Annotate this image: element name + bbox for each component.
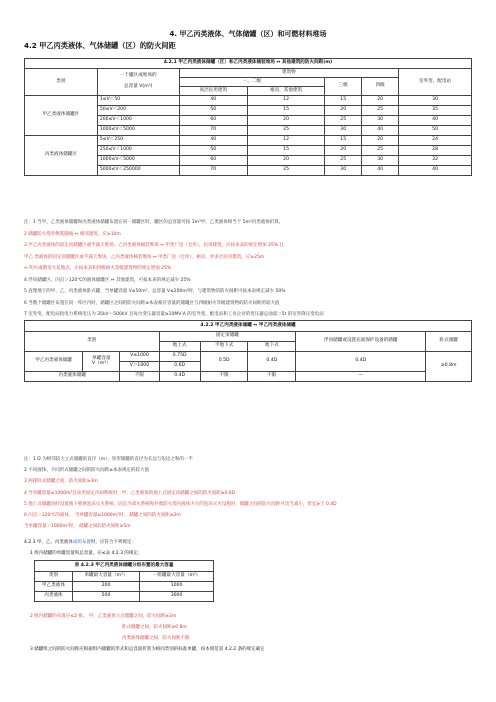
note-line: 7 室外变、配电站指电力系统电压为 35kV～500kV 且每台变压器容量≥10MV·A 的室外变、配电站和工业企业的变压器总油量＞5t 的室外降压变电站 bbox=[24, 312, 324, 317]
table-row bbox=[35, 592, 214, 602]
table-caption: 表 4.2.3 甲乙丙类液体储罐分组布置的最大容量 bbox=[35, 561, 214, 572]
table-caption: 4.2.2 甲乙丙类液体储罐 ↔ 甲乙丙类液体储罐 bbox=[25, 321, 472, 332]
cell: 70 bbox=[179, 126, 247, 136]
cell: 不限 bbox=[120, 372, 159, 382]
cell: 50 bbox=[399, 126, 472, 136]
header-civil: 裙房、其他建筑 bbox=[247, 87, 324, 96]
note-line: 3 两排卧式储罐之间，防火间距≥3m bbox=[24, 479, 98, 485]
table-4-2-3 bbox=[34, 560, 214, 602]
cell: 15 bbox=[325, 96, 362, 106]
cell: 25 bbox=[325, 116, 362, 126]
item-3: 3 储罐组之间的防火间距应根据组内储罐的形式和总容量折算为相同类别的标准单罐，按本规范第 4.2.2 条的规定确定 bbox=[30, 647, 265, 652]
note-line: 5 直埋地下的甲、乙、丙类液体卧式罐，当单罐容量 V≤50m³，总容量 V≤200m³时，与建筑物的防火间距可按本表规定减少 50% bbox=[24, 289, 286, 294]
cell: 20 bbox=[362, 136, 399, 146]
cell: 20 bbox=[247, 156, 324, 166]
cell: 70 bbox=[179, 166, 247, 176]
cell: 15 bbox=[325, 136, 362, 146]
cell: 0.6D bbox=[159, 362, 200, 372]
header-capacity: 一个罐区或堆场的 总容量 V(m³) bbox=[97, 69, 179, 96]
cell: 15 bbox=[247, 146, 324, 156]
cell: 20 bbox=[247, 116, 324, 126]
cell: 30 bbox=[325, 126, 362, 136]
cell: V＞1000 bbox=[120, 362, 159, 372]
header-level3: 三级 bbox=[325, 78, 362, 96]
cell: 20 bbox=[325, 106, 362, 116]
note-line: 注：1 D 为相邻较大立式储罐的直径（m），矩形储罐的直径为长边与短边之和的一半 bbox=[24, 457, 193, 462]
header-building: 建筑物 bbox=[179, 69, 399, 78]
cell: 250≤V＜1000 bbox=[97, 146, 179, 156]
item-1: 1 组内储罐的单罐容量和总容量，应≤表 4.2.3 的规定； bbox=[30, 551, 143, 556]
note-line: 4 当单罐容量≤1000m³且采用固定冷却系统时，甲、乙类液体的地上式固定顶储罐之间的防火间距≥0.6D bbox=[24, 490, 236, 496]
cell: 40 bbox=[362, 166, 399, 176]
header-cell: 一组罐最大容量（m³） bbox=[140, 572, 214, 582]
cell: 50≤V＜200 bbox=[97, 106, 179, 116]
cell: 25 bbox=[362, 146, 399, 156]
cell: 40 bbox=[179, 96, 247, 106]
note-line: 当单罐容量＞1000m³时， 储罐之间的防火间距≥5m bbox=[24, 524, 131, 530]
cell: 30 bbox=[399, 96, 472, 106]
cell: 40 bbox=[179, 136, 247, 146]
cell: 25 bbox=[362, 106, 399, 116]
cell: 50 bbox=[179, 146, 247, 156]
item-2c: 丙类液体储罐之间，防火间距不限 bbox=[122, 636, 190, 641]
table-row bbox=[35, 582, 214, 592]
cell: 24 bbox=[399, 136, 472, 146]
cell: 0.4D bbox=[248, 352, 296, 372]
cell: 丙类液体 bbox=[35, 592, 73, 602]
header-cell: 类别 bbox=[35, 572, 73, 582]
note-line: 4 浮顶储罐区、闪点＞120℃的液体储罐区 ↔ 其他建筑，可按本表的规定减少 25% bbox=[24, 277, 191, 283]
cell: 32 bbox=[399, 156, 472, 166]
cell: 25 bbox=[325, 156, 362, 166]
cell: 35 bbox=[399, 106, 472, 116]
item-2a: 2 组内储罐的布置应≤2 排。 甲、乙类液体立式储罐之间，防火间距≥2m bbox=[30, 614, 177, 619]
page-title: 4. 甲乙丙类液体、气体储罐（区）和可燃材料堆场 bbox=[169, 30, 327, 38]
cell: 30 bbox=[362, 116, 399, 126]
header-under: 地下式 bbox=[248, 342, 296, 352]
cell: 40 bbox=[399, 116, 472, 126]
header-level12: 一、二级 bbox=[179, 78, 325, 87]
cell: 不限 bbox=[248, 372, 296, 382]
cell: 50 bbox=[179, 106, 247, 116]
cell: 5000≤V＜250000 bbox=[97, 166, 179, 176]
note-line: 5 地上式储罐同时设置液下喷射泡沫灭火系统、固定冷却水系统和扑救防火堤内液体火灾的泡沫灭火设施时，储罐之间的防火间距可适当减小，但宜≥于 0.4D bbox=[24, 501, 337, 507]
cell: ≥0.8m bbox=[426, 352, 472, 382]
cell: 1000≤V＜5000 bbox=[97, 126, 179, 136]
cell: 30 bbox=[362, 156, 399, 166]
cell: 60 bbox=[179, 156, 247, 166]
cell: 1≤V＜50 bbox=[97, 96, 179, 106]
table-row bbox=[25, 96, 472, 106]
item-2b: 卧式储罐之间，防火间距≥0.8m bbox=[122, 625, 187, 630]
cell: 1000≤V＜5000 bbox=[97, 156, 179, 166]
header-substation: 室外变、配电站 bbox=[399, 69, 472, 96]
cell: 0.4D bbox=[296, 352, 426, 372]
note-line: ↔ 明火或散发火花地点，应按本表和四级耐火等级建筑物的规定增加 25% bbox=[24, 266, 172, 271]
cell: 60 bbox=[179, 116, 247, 126]
cell: 甲乙类液体 bbox=[35, 582, 73, 592]
cell: 28 bbox=[399, 146, 472, 156]
cell: 0.4D bbox=[159, 372, 200, 382]
note-line: 6 当数个储罐区布置在同一库区内时，储罐区之间的防火间距≥本表相应容量的储罐区与四级耐火等级建筑物的防火间距的较大值 bbox=[24, 300, 280, 306]
cell: 15 bbox=[247, 106, 324, 116]
cell: 5≤V＜250 bbox=[97, 136, 179, 146]
note-line: 甲乙 类液体的固定顶储罐区或半露天堆场，乙丙类液体桶装堆场 ↔ 甲类厂房（仓库），裙房、单多层民用建筑，应≥25m bbox=[24, 254, 265, 260]
cell: 500 bbox=[72, 592, 139, 602]
header-ground: 地上式 bbox=[159, 342, 200, 352]
row-name: 甲乙丙类液体储罐 bbox=[25, 352, 83, 372]
cell: 200≤V＜1000 bbox=[97, 116, 179, 126]
cell: 不限 bbox=[200, 372, 248, 382]
header-category: 类别 bbox=[25, 69, 98, 96]
table-4-2-2 bbox=[24, 320, 472, 382]
cell: 3000 bbox=[140, 592, 214, 602]
cell: — bbox=[296, 372, 426, 382]
cell: 40 bbox=[362, 126, 399, 136]
header-fixed: 固定顶储罐 bbox=[159, 332, 296, 342]
cell: 0.5D bbox=[200, 352, 248, 372]
cell: 20 bbox=[325, 146, 362, 156]
note-line: 3 甲乙丙类液体的固定顶储罐区或半露天堆场，乙丙类液体桶装堆场 ↔ 甲类厂房（仓库），民用建筑，应按本表的规定增加 25% 且 bbox=[24, 243, 285, 248]
header-highrise: 高层民用建筑 bbox=[179, 87, 247, 96]
cell: 12 bbox=[247, 136, 324, 146]
cell: 25 bbox=[247, 126, 324, 136]
section-title: 4.2 甲乙丙类液体、气体储罐（区）的防火间距 bbox=[24, 41, 176, 50]
cell: 0.75D bbox=[159, 352, 200, 362]
header-level4: 四级 bbox=[362, 78, 399, 96]
cell: 1000 bbox=[140, 582, 214, 592]
table-row bbox=[25, 136, 472, 146]
note-line: 2 储罐防火堤外侧基脚线 ↔ 相邻建筑，应≥10m bbox=[24, 231, 121, 237]
group-name: 丙类液体储罐区 bbox=[25, 136, 98, 176]
header-cell: 单罐最大容量（m³） bbox=[72, 572, 139, 582]
header-category: 类别 bbox=[25, 332, 160, 352]
cell: V≤1000 bbox=[120, 352, 159, 362]
table-caption: 4.2.1 甲乙丙类液体储罐（区）和乙丙类液体桶装堆场 ↔ 其他建筑的防火间距(m) bbox=[25, 59, 472, 69]
cell: 12 bbox=[247, 96, 324, 106]
note-line: 6 闪点＞120℃的液体， 当单罐容量≤1000m³时， 储罐之间的防火间距≥2m bbox=[24, 513, 181, 518]
cell: 25 bbox=[247, 166, 324, 176]
cell: 20 bbox=[362, 96, 399, 106]
table-4-2-1 bbox=[24, 58, 472, 176]
cell: 200 bbox=[72, 582, 139, 592]
header-horizontal: 卧式储罐 bbox=[426, 332, 472, 352]
cell: 30 bbox=[325, 166, 362, 176]
note-line: 注：1 当甲、乙类液体储罐和丙类液体储罐布置在同一储罐区时，罐区的总容量可按 1m³甲、乙类液体相当于 5m³丙类液体折算。 bbox=[24, 220, 284, 225]
row-single: 单罐容量 V（m³） bbox=[83, 352, 120, 372]
note-line: 2 不同液体、不同形式储罐之间的防火间距≥本表规定的较大值 bbox=[24, 468, 150, 474]
group-name: 甲乙类液体储罐区 bbox=[25, 96, 98, 136]
row-name: 丙类液体储罐 bbox=[25, 372, 120, 382]
cell: 40 bbox=[399, 166, 472, 176]
section-4-2-3-heading: 4.2.3 甲、乙、丙类液体成组布置时，应符合下列规定： bbox=[24, 540, 136, 545]
header-semi: 半地下式 bbox=[200, 342, 248, 352]
header-float: 浮顶储罐或设置充氮保护设备的储罐 bbox=[296, 332, 426, 352]
